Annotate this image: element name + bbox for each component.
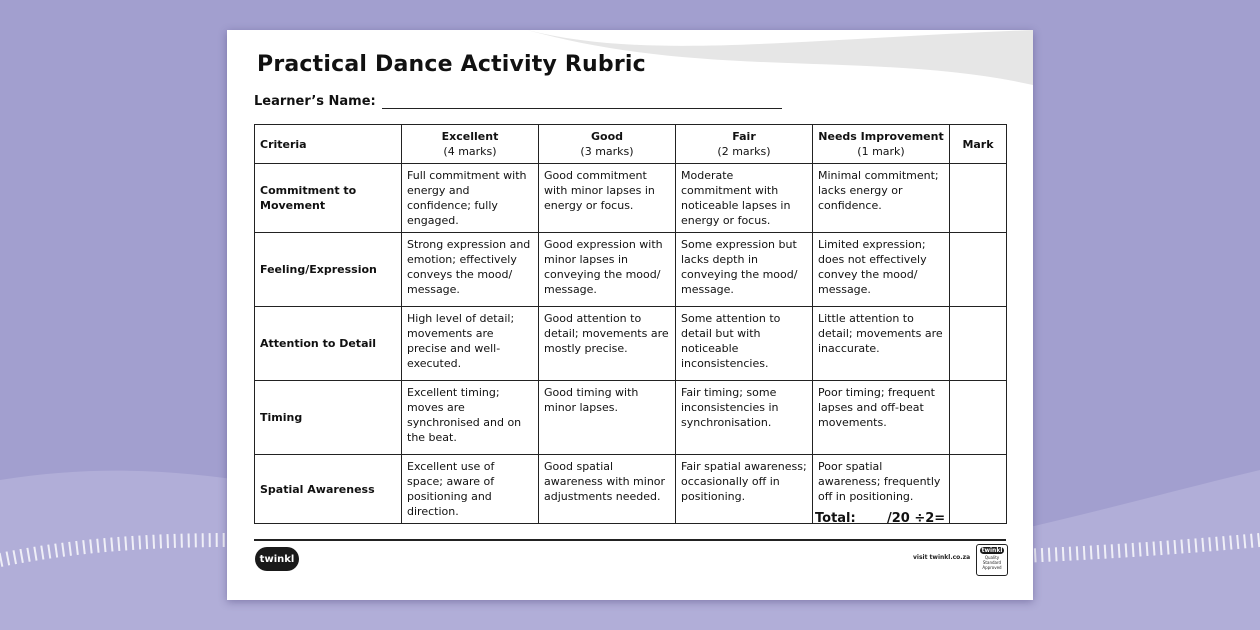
level-label: Needs Improvement [818,130,944,143]
quality-badge-icon [976,544,1008,576]
level-label: Good [590,130,624,143]
descriptor-cell: Poor spatial awareness; frequently off in positioning. [813,455,950,524]
rubric-table [254,124,1007,524]
table-row [255,164,1007,233]
descriptor-cell: Good spatial awareness with minor adjustments needed. [539,455,676,524]
learner-name-label: Learner’s Name: [254,94,376,109]
learner-name-row [254,94,782,109]
descriptor-cell: Good attention to detail; movements are mostly precise. [539,307,676,381]
twinkl-logo: twinkl [255,547,299,571]
criteria-cell: Spatial Awareness [255,455,402,524]
level-marks: (2 marks) [717,145,771,158]
table-row [255,307,1007,381]
mark-cell[interactable] [950,455,1007,524]
level-label: Fair [732,130,756,143]
rubric-sheet [227,30,1033,600]
criteria-cell: Timing [255,381,402,455]
descriptor-cell: Poor timing; frequent lapses and off-beat movements. [813,381,950,455]
descriptor-cell: Little attention to detail; movements are inaccurate. [813,307,950,381]
descriptor-cell: Strong expression and emotion; effectively conveys the mood/ message. [402,233,539,307]
criteria-cell: Attention to Detail [255,307,402,381]
criteria-cell: Feeling/Expression [255,233,402,307]
level-header-excellent [402,125,539,164]
descriptor-cell: High level of detail; movements are precise and well-executed. [402,307,539,381]
level-marks: (3 marks) [580,145,634,158]
header-row [255,125,1007,164]
descriptor-cell: Full commitment with energy and confidence; fully engaged. [402,164,539,233]
total-label: Total: [815,511,856,526]
descriptor-cell: Excellent use of space; aware of positioning and direction. [402,455,539,524]
descriptor-cell: Moderate commitment with noticeable lapses in energy or focus. [676,164,813,233]
badge-brand: twinkl [981,547,1003,554]
visit-link[interactable]: visit twinkl.co.za [913,554,971,561]
level-header-fair [676,125,813,164]
descriptor-cell: Minimal commitment; lacks energy or confidence. [813,164,950,233]
table-row [255,381,1007,455]
table-row [255,233,1007,307]
mark-cell[interactable] [950,164,1007,233]
descriptor-cell: Fair spatial awareness; occasionally off in positioning. [676,455,813,524]
criteria-cell: Commitment to Movement [255,164,402,233]
descriptor-cell: Some expression but lacks depth in conveying the mood/ message. [676,233,813,307]
page-title: Practical Dance Activity Rubric [257,52,646,77]
criteria-header: Criteria [255,125,402,164]
level-marks: (1 mark) [857,145,905,158]
mark-cell[interactable] [950,307,1007,381]
learner-name-line[interactable] [382,96,782,109]
descriptor-cell: Good commitment with minor lapses in energy or focus. [539,164,676,233]
mark-cell[interactable] [950,233,1007,307]
mark-cell[interactable] [950,381,1007,455]
footer-divider [254,539,1006,541]
level-header-good [539,125,676,164]
badge-text: Quality Standard Approved [982,555,1002,570]
descriptor-cell: Some attention to detail but with noticeable inconsistencies. [676,307,813,381]
descriptor-cell: Fair timing; some inconsistencies in synchronisation. [676,381,813,455]
descriptor-cell: Good expression with minor lapses in conveying the mood/ message. [539,233,676,307]
level-header-needs-improvement [813,125,950,164]
descriptor-cell: Limited expression; does not effectively convey the mood/ message. [813,233,950,307]
total-score[interactable]: /20 ÷2= [887,511,946,526]
descriptor-cell: Good timing with minor lapses. [539,381,676,455]
descriptor-cell: Excellent timing; moves are synchronised and on the beat. [402,381,539,455]
level-label: Excellent [441,130,499,143]
level-marks: (4 marks) [443,145,497,158]
mark-header: Mark [950,125,1007,164]
